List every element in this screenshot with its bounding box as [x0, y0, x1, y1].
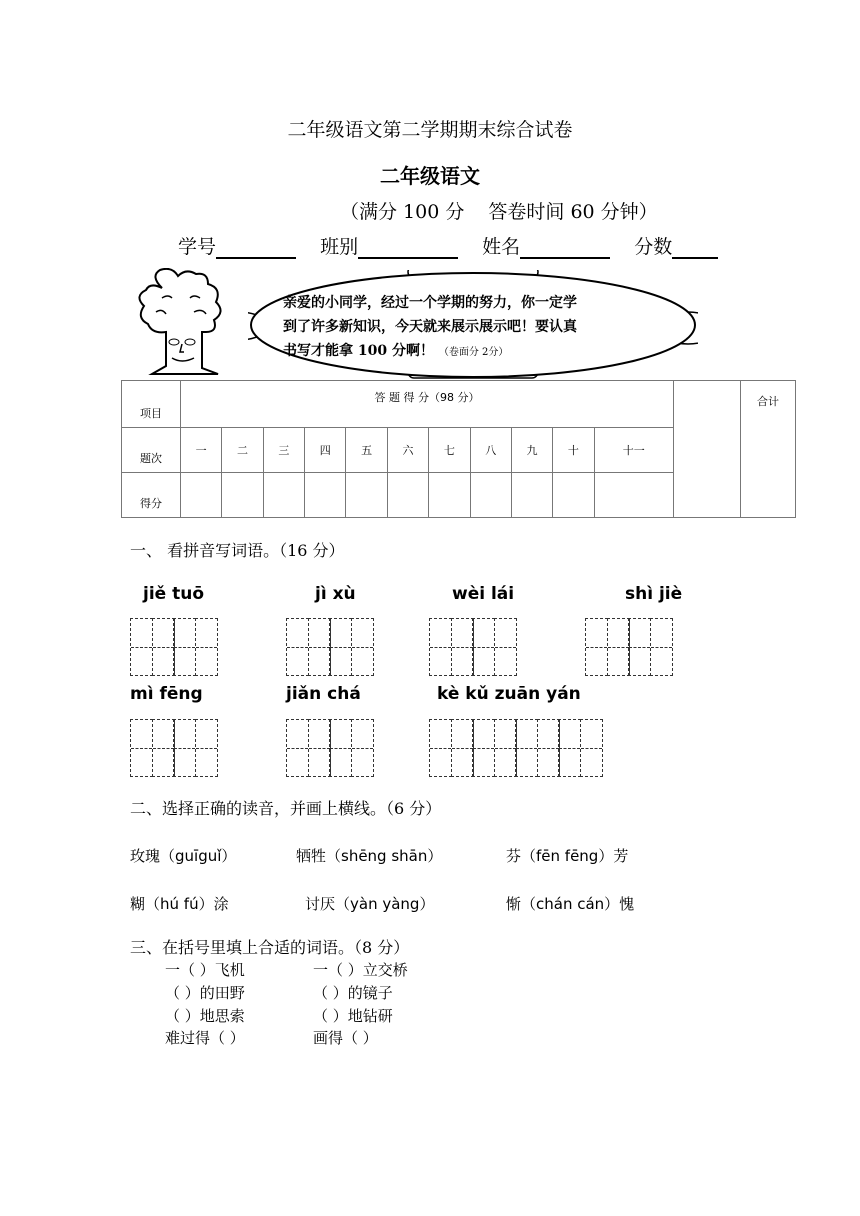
reading-choice[interactable]: 玫瑰（guīguǐ） [130, 847, 237, 865]
q-number: 二 [222, 428, 263, 473]
score-cell[interactable] [181, 473, 222, 518]
pinyin-label: mì fēng [130, 684, 203, 704]
writing-grid[interactable] [429, 719, 601, 777]
q-number: 八 [470, 428, 511, 473]
student-info-line [178, 232, 736, 259]
fill-blank-item[interactable]: （ ）的镜子 [313, 984, 393, 1002]
pinyin-label: jì xù [315, 584, 356, 604]
q-number: 十 [553, 428, 594, 473]
student-id-label: 学号 [178, 236, 217, 258]
q-number: 九 [511, 428, 552, 473]
q-number: 十一 [594, 428, 673, 473]
fill-blank-item[interactable]: 难过得（ ） [165, 1029, 245, 1047]
score-row-label: 得分 [122, 473, 181, 518]
score-cell[interactable] [553, 473, 594, 518]
pinyin-label: shì jiè [625, 584, 683, 604]
question-number-label: 题次 [122, 428, 181, 473]
writing-grid[interactable] [429, 618, 515, 676]
reading-choice[interactable]: 牺牲（shēng shān） [296, 847, 443, 865]
student-id-field[interactable] [216, 237, 296, 259]
bubble-line-2: 到了许多新知识，今天就来展示展示吧！要认真 [283, 319, 577, 335]
writing-grid[interactable] [585, 618, 671, 676]
pinyin-label: wèi lái [452, 584, 515, 604]
pinyin-label: jiǎn chá [286, 684, 361, 704]
q-number: 六 [387, 428, 428, 473]
exam-meta [340, 197, 676, 224]
writing-grid[interactable] [130, 618, 216, 676]
fill-blank-item[interactable]: 一（ ）立交桥 [313, 961, 408, 979]
reading-choice[interactable]: 芬（fēn fēng）芳 [506, 847, 629, 865]
q-number: 五 [346, 428, 387, 473]
reading-choice[interactable]: 讨厌（yàn yàng） [305, 895, 435, 913]
fill-blank-item[interactable]: 一（ ）飞机 [165, 961, 245, 979]
score-cell[interactable] [429, 473, 470, 518]
score-cell[interactable] [594, 473, 673, 518]
reading-choice[interactable]: 糊（hú fú）涂 [130, 895, 229, 913]
score-table [121, 380, 796, 518]
neatness-note: （卷面分 2分） [438, 347, 509, 358]
score-cell[interactable] [511, 473, 552, 518]
bubble-message [283, 291, 663, 365]
q-number: 四 [305, 428, 346, 473]
score-cell[interactable] [263, 473, 304, 518]
section-3-heading: 三、在括号里填上合适的词语。（8 分） [130, 938, 410, 957]
section-1-heading: 一、 看拼音写词语。（16 分） [130, 541, 345, 560]
exam-duration: 答卷时间 60 分钟） [488, 201, 658, 223]
q-number: 三 [263, 428, 304, 473]
tree-cartoon-icon [132, 268, 227, 378]
fill-blank-item[interactable]: 画得（ ） [313, 1029, 378, 1047]
class-label: 班别 [320, 236, 359, 258]
pinyin-label: kè kǔ zuān yán [437, 684, 581, 704]
score-field[interactable] [672, 237, 718, 259]
project-label: 项目 [122, 381, 181, 428]
writing-grid[interactable] [286, 618, 372, 676]
total-label: 合计 [741, 381, 796, 518]
exam-title: 二年级语文第二学期期末综合试卷 [287, 119, 573, 141]
answer-score-header: 答 题 得 分（98 分） [181, 381, 674, 428]
fill-blank-item[interactable]: （ ）地钻研 [313, 1007, 393, 1025]
score-cell[interactable] [222, 473, 263, 518]
pinyin-label: jiě tuō [143, 584, 205, 604]
bubble-line-3: 书写才能拿 100 分啊！ [283, 343, 434, 359]
bubble-line-1: 亲爱的小同学，经过一个学期的努力，你一定学 [283, 295, 577, 311]
score-cell[interactable] [305, 473, 346, 518]
score-label: 分数 [634, 236, 673, 258]
name-label: 姓名 [482, 236, 521, 258]
score-cell[interactable] [387, 473, 428, 518]
fill-blank-item[interactable]: （ ）的田野 [165, 984, 245, 1002]
writing-grid[interactable] [286, 719, 372, 777]
section-2-heading: 二、选择正确的读音，并画上横线。（6 分） [130, 799, 442, 818]
blank-column [674, 381, 741, 518]
writing-grid[interactable] [130, 719, 216, 777]
score-cell[interactable] [470, 473, 511, 518]
reading-choice[interactable]: 惭（chán cán）愧 [506, 895, 635, 913]
name-field[interactable] [520, 237, 610, 259]
exam-subtitle: 二年级语文 [380, 164, 480, 188]
class-field[interactable] [358, 237, 458, 259]
full-score: （满分 100 分 [340, 201, 465, 223]
q-number: 一 [181, 428, 222, 473]
q-number: 七 [429, 428, 470, 473]
score-cell[interactable] [346, 473, 387, 518]
fill-blank-item[interactable]: （ ）地思索 [165, 1007, 245, 1025]
